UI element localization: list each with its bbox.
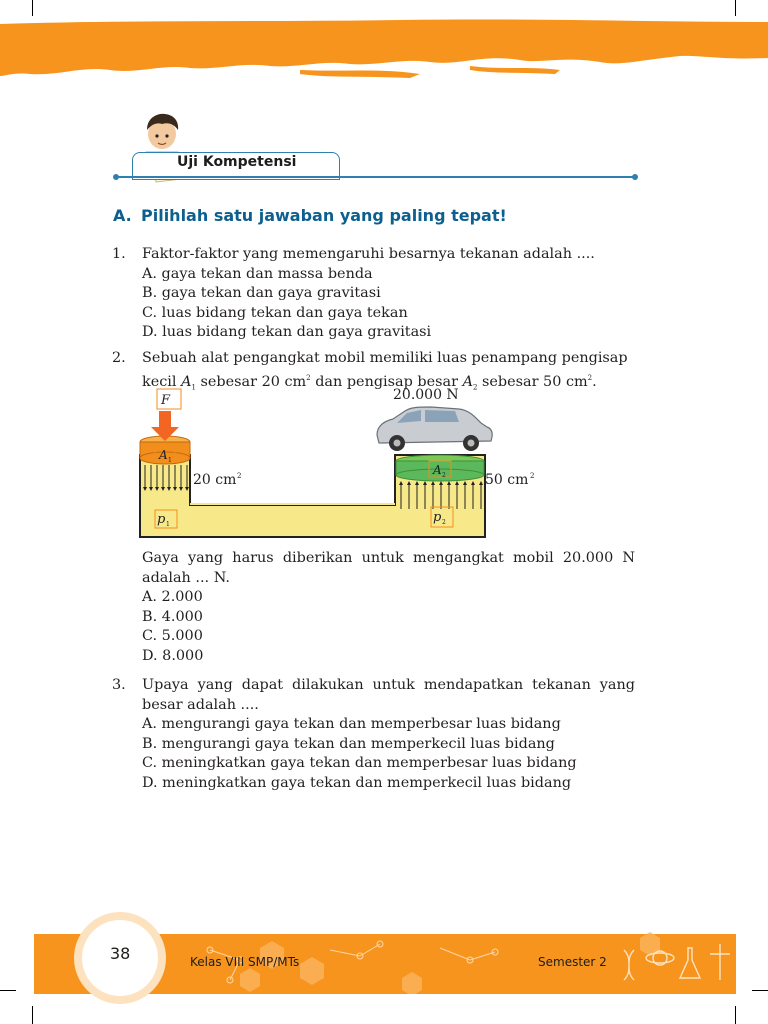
option-c: C. luas bidang tekan dan gaya tekan (142, 304, 408, 321)
option-b: B. mengurangi gaya tekan dan memperkecil luas bidang (142, 735, 555, 752)
question-text-line1: Sebuah alat pengangkat mobil memiliki luas penampang pengisap (142, 350, 628, 366)
weight-label: 20.000 N (393, 387, 459, 403)
question-text-line2: kecil $A_1$ sebesar 20 $cm^2$ dan pengisap besar $A_2$ sebesar 50 $cm^2$. (142, 373, 597, 392)
question-text: Faktor-faktor yang memengaruhi besarnya tekanan adalah .... (142, 246, 595, 262)
hydraulic-lift-diagram (135, 385, 635, 545)
force-arrow-shaft (159, 411, 171, 429)
option-a: A. gaya tekan dan massa benda (142, 265, 373, 282)
option-a: A. mengurangi gaya tekan dan memperbesar luas bidang (142, 716, 561, 732)
svg-text:2: 2 (442, 472, 446, 479)
question-text: Upaya yang dapat dilakukan untuk mendapatkan tekanan yang besar adalah .... (142, 677, 635, 713)
large-area-label: 50 cm (485, 472, 529, 488)
option-c: C. meningkatkan gaya tekan dan memperbesar luas bidang (142, 755, 577, 771)
car-icon (377, 407, 492, 451)
question-text: Gaya yang harus diberikan untuk mengangkat mobil 20.000 N adalah ... N. (142, 550, 635, 586)
rule-dot-right (632, 174, 638, 180)
option-b: B. gaya tekan dan gaya gravitasi (142, 285, 381, 301)
p2-label: p (433, 510, 442, 525)
question-number: 1. (112, 246, 126, 262)
question-number: 3. (112, 677, 126, 693)
a1-label: A (159, 448, 168, 462)
part-title: Pilihlah satu jawaban yang paling tepat! (141, 206, 507, 225)
option-d: D. 8.000 (142, 647, 204, 664)
section-title: Uji Kompetensi (177, 154, 297, 170)
section-rule (115, 176, 635, 178)
svg-text:1: 1 (166, 521, 170, 528)
page-number: 38 (110, 944, 131, 963)
svg-text:2: 2 (530, 472, 535, 480)
option-c: C. 5.000 (142, 628, 203, 644)
option-b: B. 4.000 (142, 608, 203, 625)
option-d: D. luas bidang tekan dan gaya gravitasi (142, 324, 432, 340)
book-title: Kelas VIII SMP/MTs (190, 955, 300, 969)
semester-label: Semester 2 (538, 955, 607, 969)
part-heading (113, 206, 507, 225)
header-brush-band (0, 0, 768, 110)
a2-label: A (433, 463, 442, 477)
question-number: 2. (112, 350, 126, 366)
svg-text:2: 2 (237, 472, 242, 480)
small-area-label: 20 cm (193, 472, 237, 488)
part-letter: A. (113, 206, 132, 225)
option-d: D. meningkatkan gaya tekan dan memperkecil luas bidang (142, 774, 572, 791)
svg-text:1: 1 (168, 457, 172, 464)
p1-label: p (157, 512, 166, 527)
crop-mark (32, 1006, 33, 1024)
crop-mark (735, 1006, 736, 1024)
svg-text:2: 2 (442, 519, 446, 526)
option-a: A. 2.000 (142, 589, 203, 605)
rule-dot-left (113, 174, 119, 180)
force-label: F (161, 393, 171, 408)
